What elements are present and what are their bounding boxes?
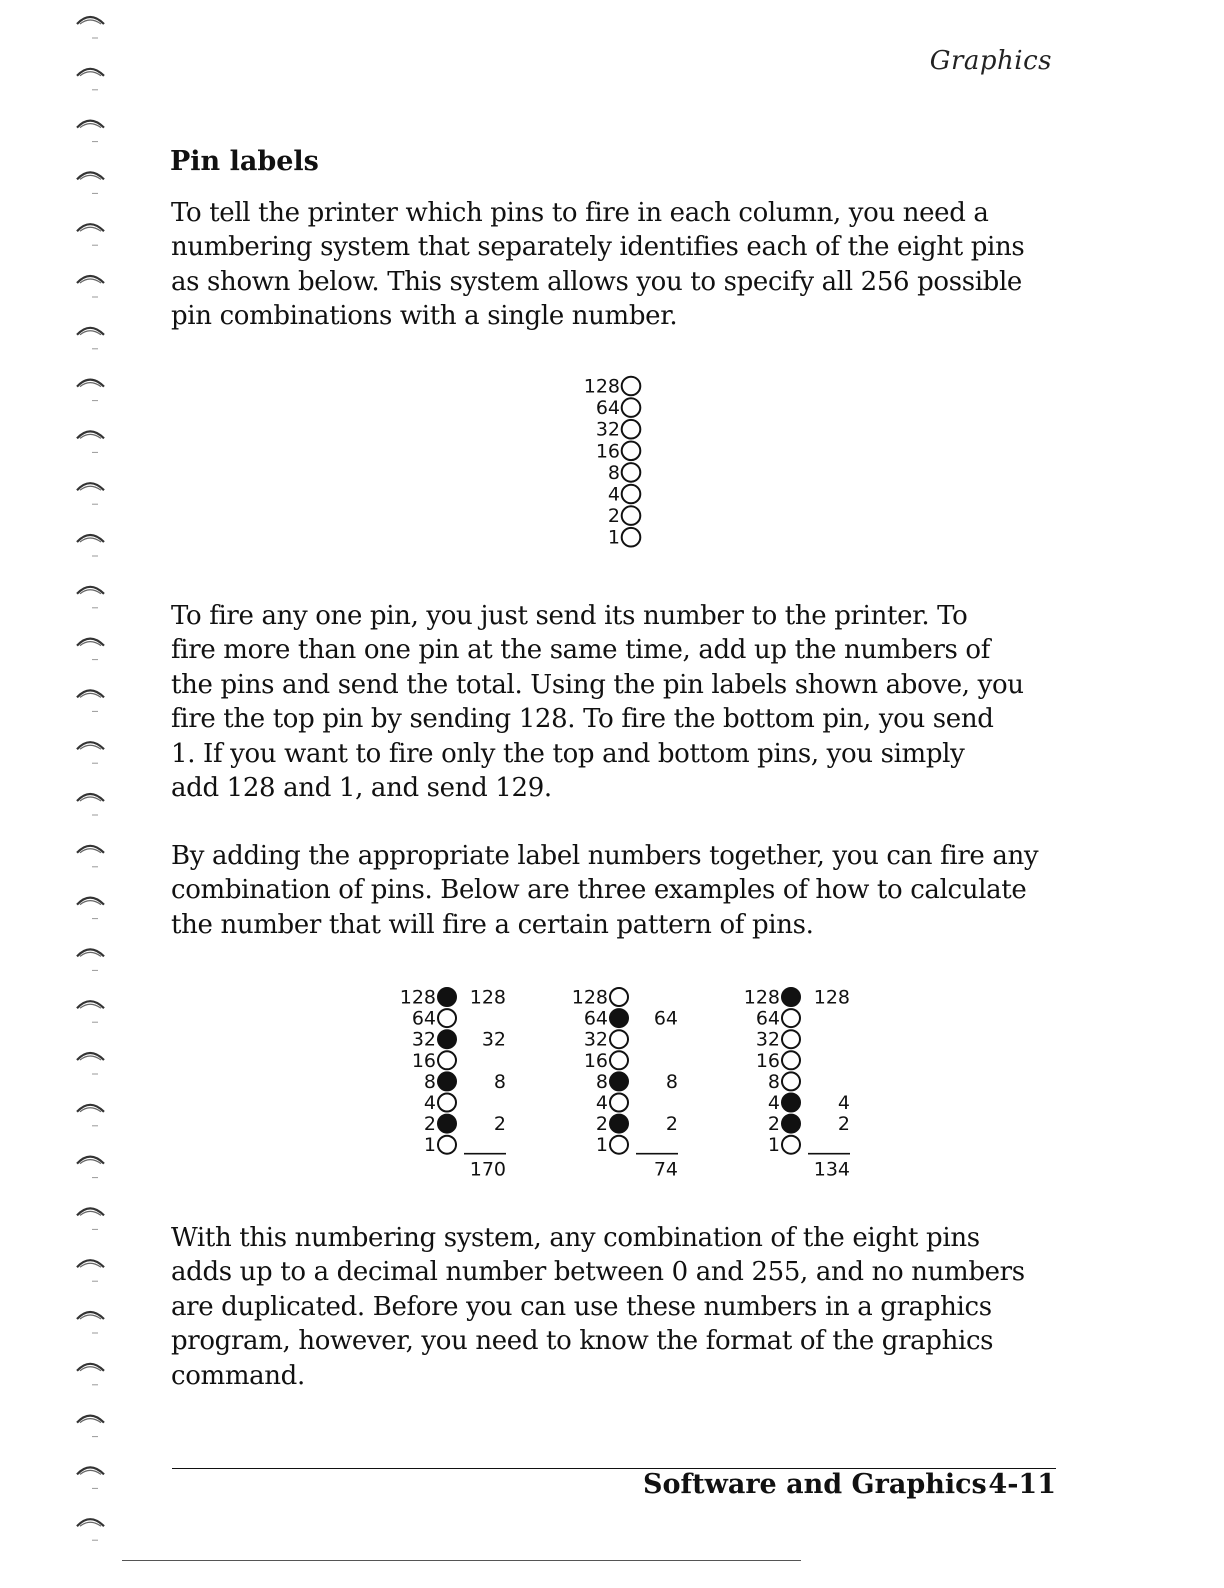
stray-rule (122, 1560, 264, 1561)
pin-label: 16 (755, 1049, 780, 1072)
page-number: 4-11 (988, 1469, 1056, 1500)
pin-label: 8 (767, 1070, 780, 1093)
fired-pin (610, 1009, 628, 1027)
unfired-pin (438, 1051, 456, 1069)
pin-label: 128 (743, 986, 780, 1009)
pin-label: 1 (423, 1134, 436, 1157)
pin-circle (622, 398, 641, 417)
fired-pin (438, 1072, 456, 1090)
paragraph-intro: To tell the printer which pins to fire in each column, you need a numbering system that separately identifies each of the eight pins as shown below. This system allows you to specify all 256 possible pin combinations with a single number. (171, 198, 1025, 332)
pin-label: 2 (607, 505, 620, 528)
unfired-pin (610, 1051, 628, 1069)
binding-ring (80, 745, 101, 749)
fired-pin-value: 128 (813, 986, 850, 1009)
unfired-pin (610, 988, 628, 1006)
unfired-pin (782, 1136, 800, 1154)
binding-ring (80, 486, 101, 490)
running-header: Graphics (929, 46, 1052, 76)
pin-label: 128 (571, 986, 608, 1009)
binding-ring (80, 538, 101, 542)
binding-ring (80, 227, 101, 231)
pin-label: 4 (767, 1092, 780, 1114)
fired-pin (782, 988, 800, 1006)
pin-label: 16 (411, 1049, 436, 1072)
fired-pin-value: 32 (481, 1028, 506, 1051)
binding-ring (80, 1367, 101, 1371)
pin-label-diagram (560, 372, 670, 557)
fired-pin-value: 8 (665, 1070, 678, 1093)
binding-ring (80, 1522, 101, 1526)
pin-label: 16 (583, 1049, 608, 1072)
pin-label: 8 (607, 461, 620, 484)
stray-rule (256, 1560, 801, 1561)
fired-pin (438, 1030, 456, 1048)
pin-label: 32 (755, 1028, 780, 1051)
unfired-pin (610, 1094, 628, 1112)
pin-label: 4 (423, 1092, 436, 1114)
binding-ring (80, 849, 101, 853)
fired-pin-value: 2 (837, 1113, 850, 1136)
binding-ring (80, 434, 101, 438)
binding-ring (80, 797, 101, 801)
pin-circle (622, 377, 641, 396)
pin-label: 8 (423, 1070, 436, 1093)
binding-ring (80, 1263, 101, 1267)
pin-label: 1 (595, 1134, 608, 1157)
pin-label: 64 (583, 1007, 608, 1030)
binding-ring (80, 1211, 101, 1215)
pin-label: 128 (583, 375, 620, 398)
pin-circle (622, 420, 641, 439)
binding-ring (80, 20, 101, 24)
pin-label: 64 (411, 1007, 436, 1030)
pin-label: 4 (607, 483, 620, 506)
fired-pin (610, 1115, 628, 1133)
unfired-pin (438, 1009, 456, 1027)
fired-pin (438, 1115, 456, 1133)
fired-pin-value: 2 (665, 1113, 678, 1136)
fired-pin-value: 4 (837, 1092, 850, 1114)
fired-pin (438, 988, 456, 1006)
pin-examples-diagram (0, 980, 1224, 1180)
pin-circle (622, 442, 641, 461)
pin-circle (622, 528, 641, 547)
fired-pin-value: 128 (469, 986, 506, 1009)
binding-ring (80, 1470, 101, 1474)
fired-pin (782, 1115, 800, 1133)
unfired-pin (610, 1136, 628, 1154)
paragraph-range: With this numbering system, any combination of the eight pins adds up to a decimal number between 0 and 255, and no numbers are duplicated. Before you can use these numbers in a graphics program, however, you need to know the format of the graphics command. (171, 1223, 1025, 1391)
unfired-pin (782, 1072, 800, 1090)
fired-pin-value: 64 (653, 1007, 678, 1030)
pin-label: 8 (595, 1070, 608, 1093)
fired-pin (782, 1094, 800, 1112)
pin-label: 2 (595, 1113, 608, 1136)
unfired-pin (782, 1030, 800, 1048)
unfired-pin (782, 1051, 800, 1069)
unfired-pin (782, 1009, 800, 1027)
pin-label: 1 (767, 1134, 780, 1157)
pin-circle (622, 463, 641, 482)
binding-ring (80, 124, 101, 128)
spiral-binding (68, 0, 118, 1584)
binding-ring (80, 952, 101, 956)
fired-pin-value: 2 (493, 1113, 506, 1136)
pin-label: 32 (583, 1028, 608, 1051)
pin-label: 2 (423, 1113, 436, 1136)
pin-label: 32 (595, 418, 620, 441)
binding-ring (80, 693, 101, 697)
binding-rings (68, 0, 118, 1584)
unfired-pin (438, 1094, 456, 1112)
pin-label: 64 (595, 397, 620, 420)
sum-total: 170 (469, 1158, 506, 1180)
binding-ring (80, 279, 101, 283)
pin-circle (622, 485, 641, 504)
pin-label: 1 (607, 526, 620, 549)
binding-ring (80, 642, 101, 646)
pin-label: 4 (595, 1092, 608, 1114)
paragraph-firing: To fire any one pin, you just send its number to the printer. To fire more than one pin at the same time, add up the numbers of the pins and send the total. Using the pin labels shown above, you fire the top pin by sending 128. To fire the bottom pin, you send 1. If you want to fire only the top and bottom pins, you simply add 128 and 1, and send 129. (171, 601, 1024, 804)
binding-ring (80, 1315, 101, 1319)
binding-ring (80, 72, 101, 76)
binding-ring (80, 590, 101, 594)
unfired-pin (610, 1030, 628, 1048)
fired-pin-value: 8 (493, 1070, 506, 1093)
pin-label: 128 (399, 986, 436, 1009)
fired-pin (610, 1072, 628, 1090)
binding-ring (80, 1419, 101, 1423)
pin-label: 2 (767, 1113, 780, 1136)
sum-total: 134 (813, 1158, 850, 1180)
pin-label: 64 (755, 1007, 780, 1030)
binding-ring (80, 331, 101, 335)
binding-ring (80, 175, 101, 179)
sum-total: 74 (653, 1158, 678, 1180)
unfired-pin (438, 1136, 456, 1154)
footer-title: Software and Graphics (643, 1469, 987, 1500)
pin-label: 16 (595, 440, 620, 463)
binding-ring (80, 383, 101, 387)
paragraph-combinations: By adding the appropriate label numbers together, you can fire any combination of pins. Below are three examples of how to calculate the number that will fire a certain pattern of pins. (171, 841, 1039, 940)
section-title: Pin labels (170, 146, 319, 177)
binding-ring (80, 901, 101, 905)
pin-circle (622, 506, 641, 525)
pin-label: 32 (411, 1028, 436, 1051)
